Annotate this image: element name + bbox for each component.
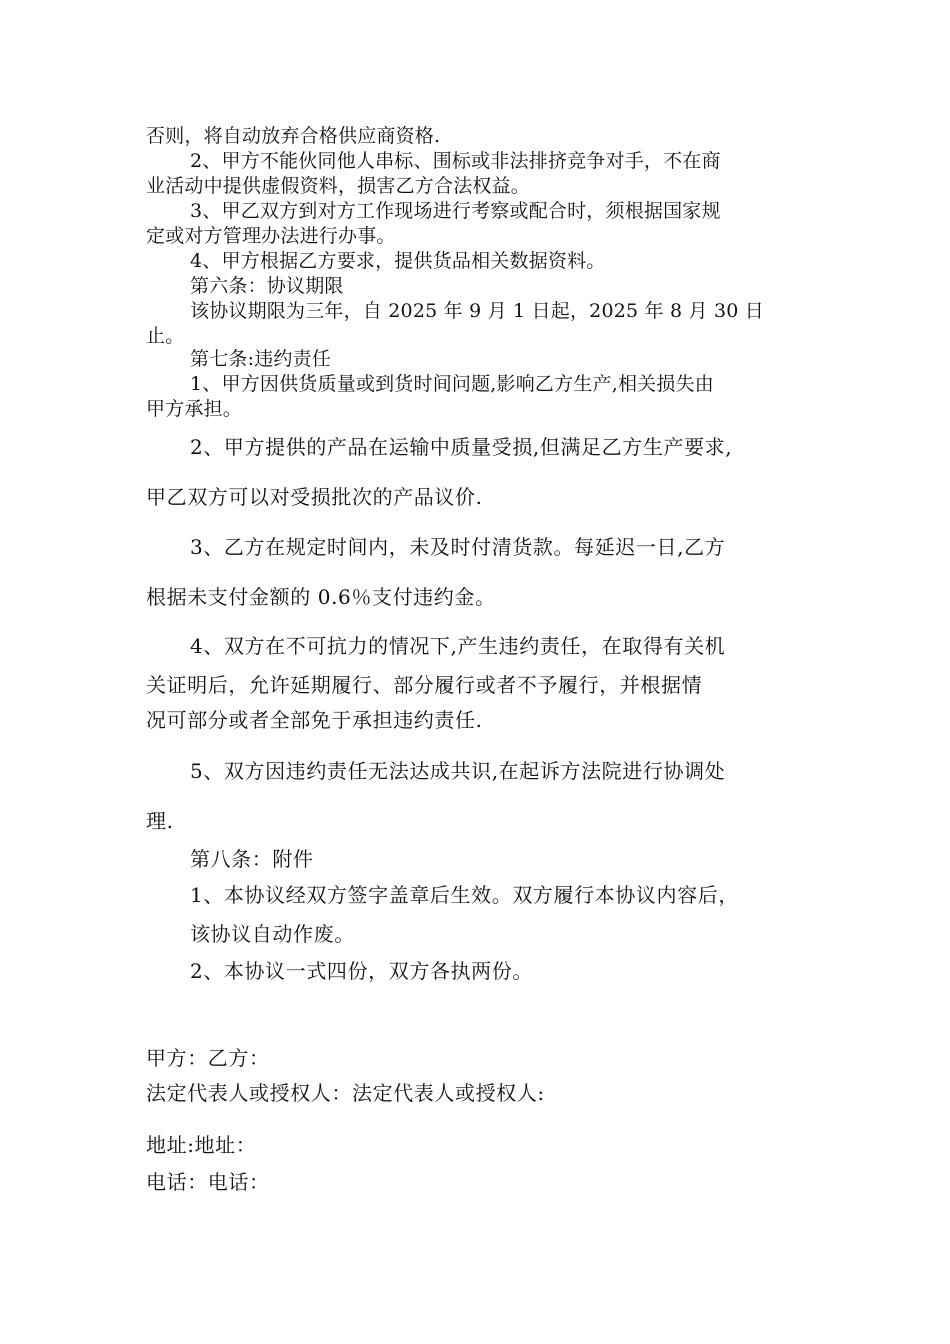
signature-representative-line: 法定代表人或授权人：法定代表人或授权人: — [146, 1081, 545, 1105]
text-line: 业活动中提供虚假资料，损害乙方合法权益。 — [146, 175, 531, 197]
section-heading: 第六条：协议期限 — [190, 275, 344, 297]
text-line: 3、乙方在规定时间内，未及时付清货款。每延迟一日,乙方 — [190, 535, 726, 559]
text-line: 该协议自动作废。 — [190, 922, 355, 946]
text-line: 3、甲乙双方到对方工作现场进行考察或配合时，须根据国家规 — [190, 200, 721, 222]
text-line: 5、双方因违约责任无法达成共识,在起诉方法院进行协调处 — [190, 759, 726, 783]
text-line: 况可部分或者全部免于承担违约责任. — [146, 708, 483, 732]
text-line: 4、双方在不可抗力的情况下,产生违约责任，在取得有关机 — [190, 634, 726, 658]
text-line: 1、本协议经双方签字盖章后生效。双方履行本协议内容后， — [190, 883, 739, 907]
section-heading: 第七条:违约责任 — [190, 348, 332, 370]
signature-party-line: 甲方：乙方： — [146, 1046, 270, 1070]
text-line: 2、甲方不能伙同他人串标、围标或非法排挤竞争对手，不在商 — [190, 150, 721, 172]
text-line: 2、甲方提供的产品在运输中质量受损,但满足乙方生产要求, — [190, 435, 733, 459]
signature-address-line: 地址:地址： — [146, 1133, 257, 1157]
text-line: 关证明后，允许延期履行、部分履行或者不予履行，并根据情 — [146, 673, 703, 697]
text-line: 2、本协议一式四份，双方各执两份。 — [190, 959, 533, 983]
text-line: 理. — [146, 809, 174, 833]
text-line: 4、甲方根据乙方要求，提供货品相关数据资料。 — [190, 250, 606, 272]
signature-phone-line: 电话：电话： — [146, 1170, 270, 1194]
text-line: 根据未支付金额的 0.6％支付违约金。 — [146, 585, 496, 609]
section-heading: 第八条：附件 — [190, 847, 314, 871]
text-line: 1、甲方因供货质量或到货时间问题,影响乙方生产,相关损失由 — [190, 373, 714, 395]
text-line: 该协议期限为三年，自 2025 年 9 月 1 日起，2025 年 8 月 30 日 — [190, 300, 764, 322]
text-line: 止。 — [146, 325, 185, 347]
text-line: 定或对方管理办法进行办事。 — [146, 225, 396, 247]
text-line: 甲乙双方可以对受损批次的产品议价. — [146, 485, 483, 509]
text-line: 甲方承担。 — [146, 398, 243, 420]
text-line: 否则，将自动放弃合格供应商资格. — [146, 125, 441, 147]
